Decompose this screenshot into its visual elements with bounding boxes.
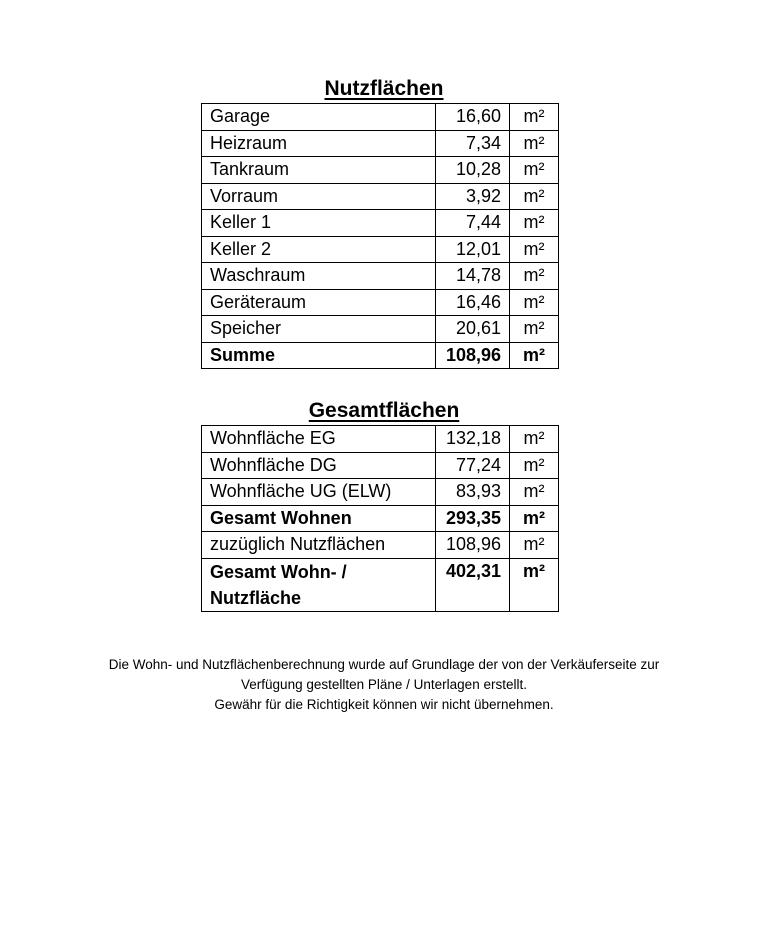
row-label: Gesamt Wohnen — [202, 505, 436, 532]
row-value: 12,01 — [436, 236, 510, 263]
row-value: 3,92 — [436, 183, 510, 210]
disclaimer — [0, 655, 768, 715]
row-label: Waschraum — [202, 263, 436, 290]
row-label: Keller 1 — [202, 210, 436, 237]
disclaimer-line: Verfügung gestellten Pläne / Unterlagen erstellt. — [241, 677, 527, 692]
table-row — [202, 532, 559, 559]
row-value: 10,28 — [436, 157, 510, 184]
row-unit: m² — [510, 157, 559, 184]
row-unit: m² — [510, 342, 559, 369]
row-label: Keller 2 — [202, 236, 436, 263]
table-row — [202, 479, 559, 506]
gesamtflaechen-title: Gesamtflächen — [308, 399, 460, 422]
row-value: 14,78 — [436, 263, 510, 290]
nutzflaechen-title: Nutzflächen — [324, 77, 444, 100]
row-unit: m² — [510, 426, 559, 453]
row-unit: m² — [510, 316, 559, 343]
table-row — [202, 263, 559, 290]
table-row — [202, 130, 559, 157]
row-unit: m² — [510, 452, 559, 479]
row-label: Geräteraum — [202, 289, 436, 316]
row-label: Speicher — [202, 316, 436, 343]
row-unit: m² — [510, 505, 559, 532]
row-unit: m² — [510, 289, 559, 316]
row-value: 402,31 — [436, 558, 510, 611]
disclaimer-line: Die Wohn- und Nutzflächenberechnung wurde auf Grundlage der von der Verkäuferseite zur — [108, 657, 660, 672]
row-value: 83,93 — [436, 479, 510, 506]
table-row — [202, 236, 559, 263]
table-row — [202, 183, 559, 210]
table-row — [202, 157, 559, 184]
disclaimer-line: Gewähr für die Richtigkeit können wir nicht übernehmen. — [214, 697, 554, 712]
row-label: Summe — [202, 342, 436, 369]
table-row — [202, 210, 559, 237]
row-label: Vorraum — [202, 183, 436, 210]
sum-row — [202, 342, 559, 369]
row-unit: m² — [510, 263, 559, 290]
row-unit: m² — [510, 558, 559, 611]
row-value: 77,24 — [436, 452, 510, 479]
row-value: 108,96 — [436, 532, 510, 559]
row-label: Garage — [202, 104, 436, 131]
table-row — [202, 316, 559, 343]
subtotal-row — [202, 505, 559, 532]
row-label: Wohnfläche DG — [202, 452, 436, 479]
row-label: Tankraum — [202, 157, 436, 184]
row-value: 108,96 — [436, 342, 510, 369]
table-row — [202, 426, 559, 453]
row-unit: m² — [510, 130, 559, 157]
row-unit: m² — [510, 210, 559, 237]
row-value: 293,35 — [436, 505, 510, 532]
row-label: Wohnfläche UG (ELW) — [202, 479, 436, 506]
row-unit: m² — [510, 479, 559, 506]
row-label: Wohnfläche EG — [202, 426, 436, 453]
row-value: 132,18 — [436, 426, 510, 453]
row-unit: m² — [510, 104, 559, 131]
row-unit: m² — [510, 236, 559, 263]
table-row — [202, 104, 559, 131]
gesamtflaechen-table — [201, 425, 559, 612]
table-row — [202, 452, 559, 479]
row-value: 7,44 — [436, 210, 510, 237]
row-value: 16,46 — [436, 289, 510, 316]
row-value: 7,34 — [436, 130, 510, 157]
total-row — [202, 558, 559, 611]
row-value: 16,60 — [436, 104, 510, 131]
row-label: Gesamt Wohn- / Nutzfläche — [202, 558, 436, 611]
row-value: 20,61 — [436, 316, 510, 343]
table-row — [202, 289, 559, 316]
row-unit: m² — [510, 532, 559, 559]
row-label: Heizraum — [202, 130, 436, 157]
nutzflaechen-table — [201, 103, 559, 369]
row-unit: m² — [510, 183, 559, 210]
row-label: zuzüglich Nutzflächen — [202, 532, 436, 559]
